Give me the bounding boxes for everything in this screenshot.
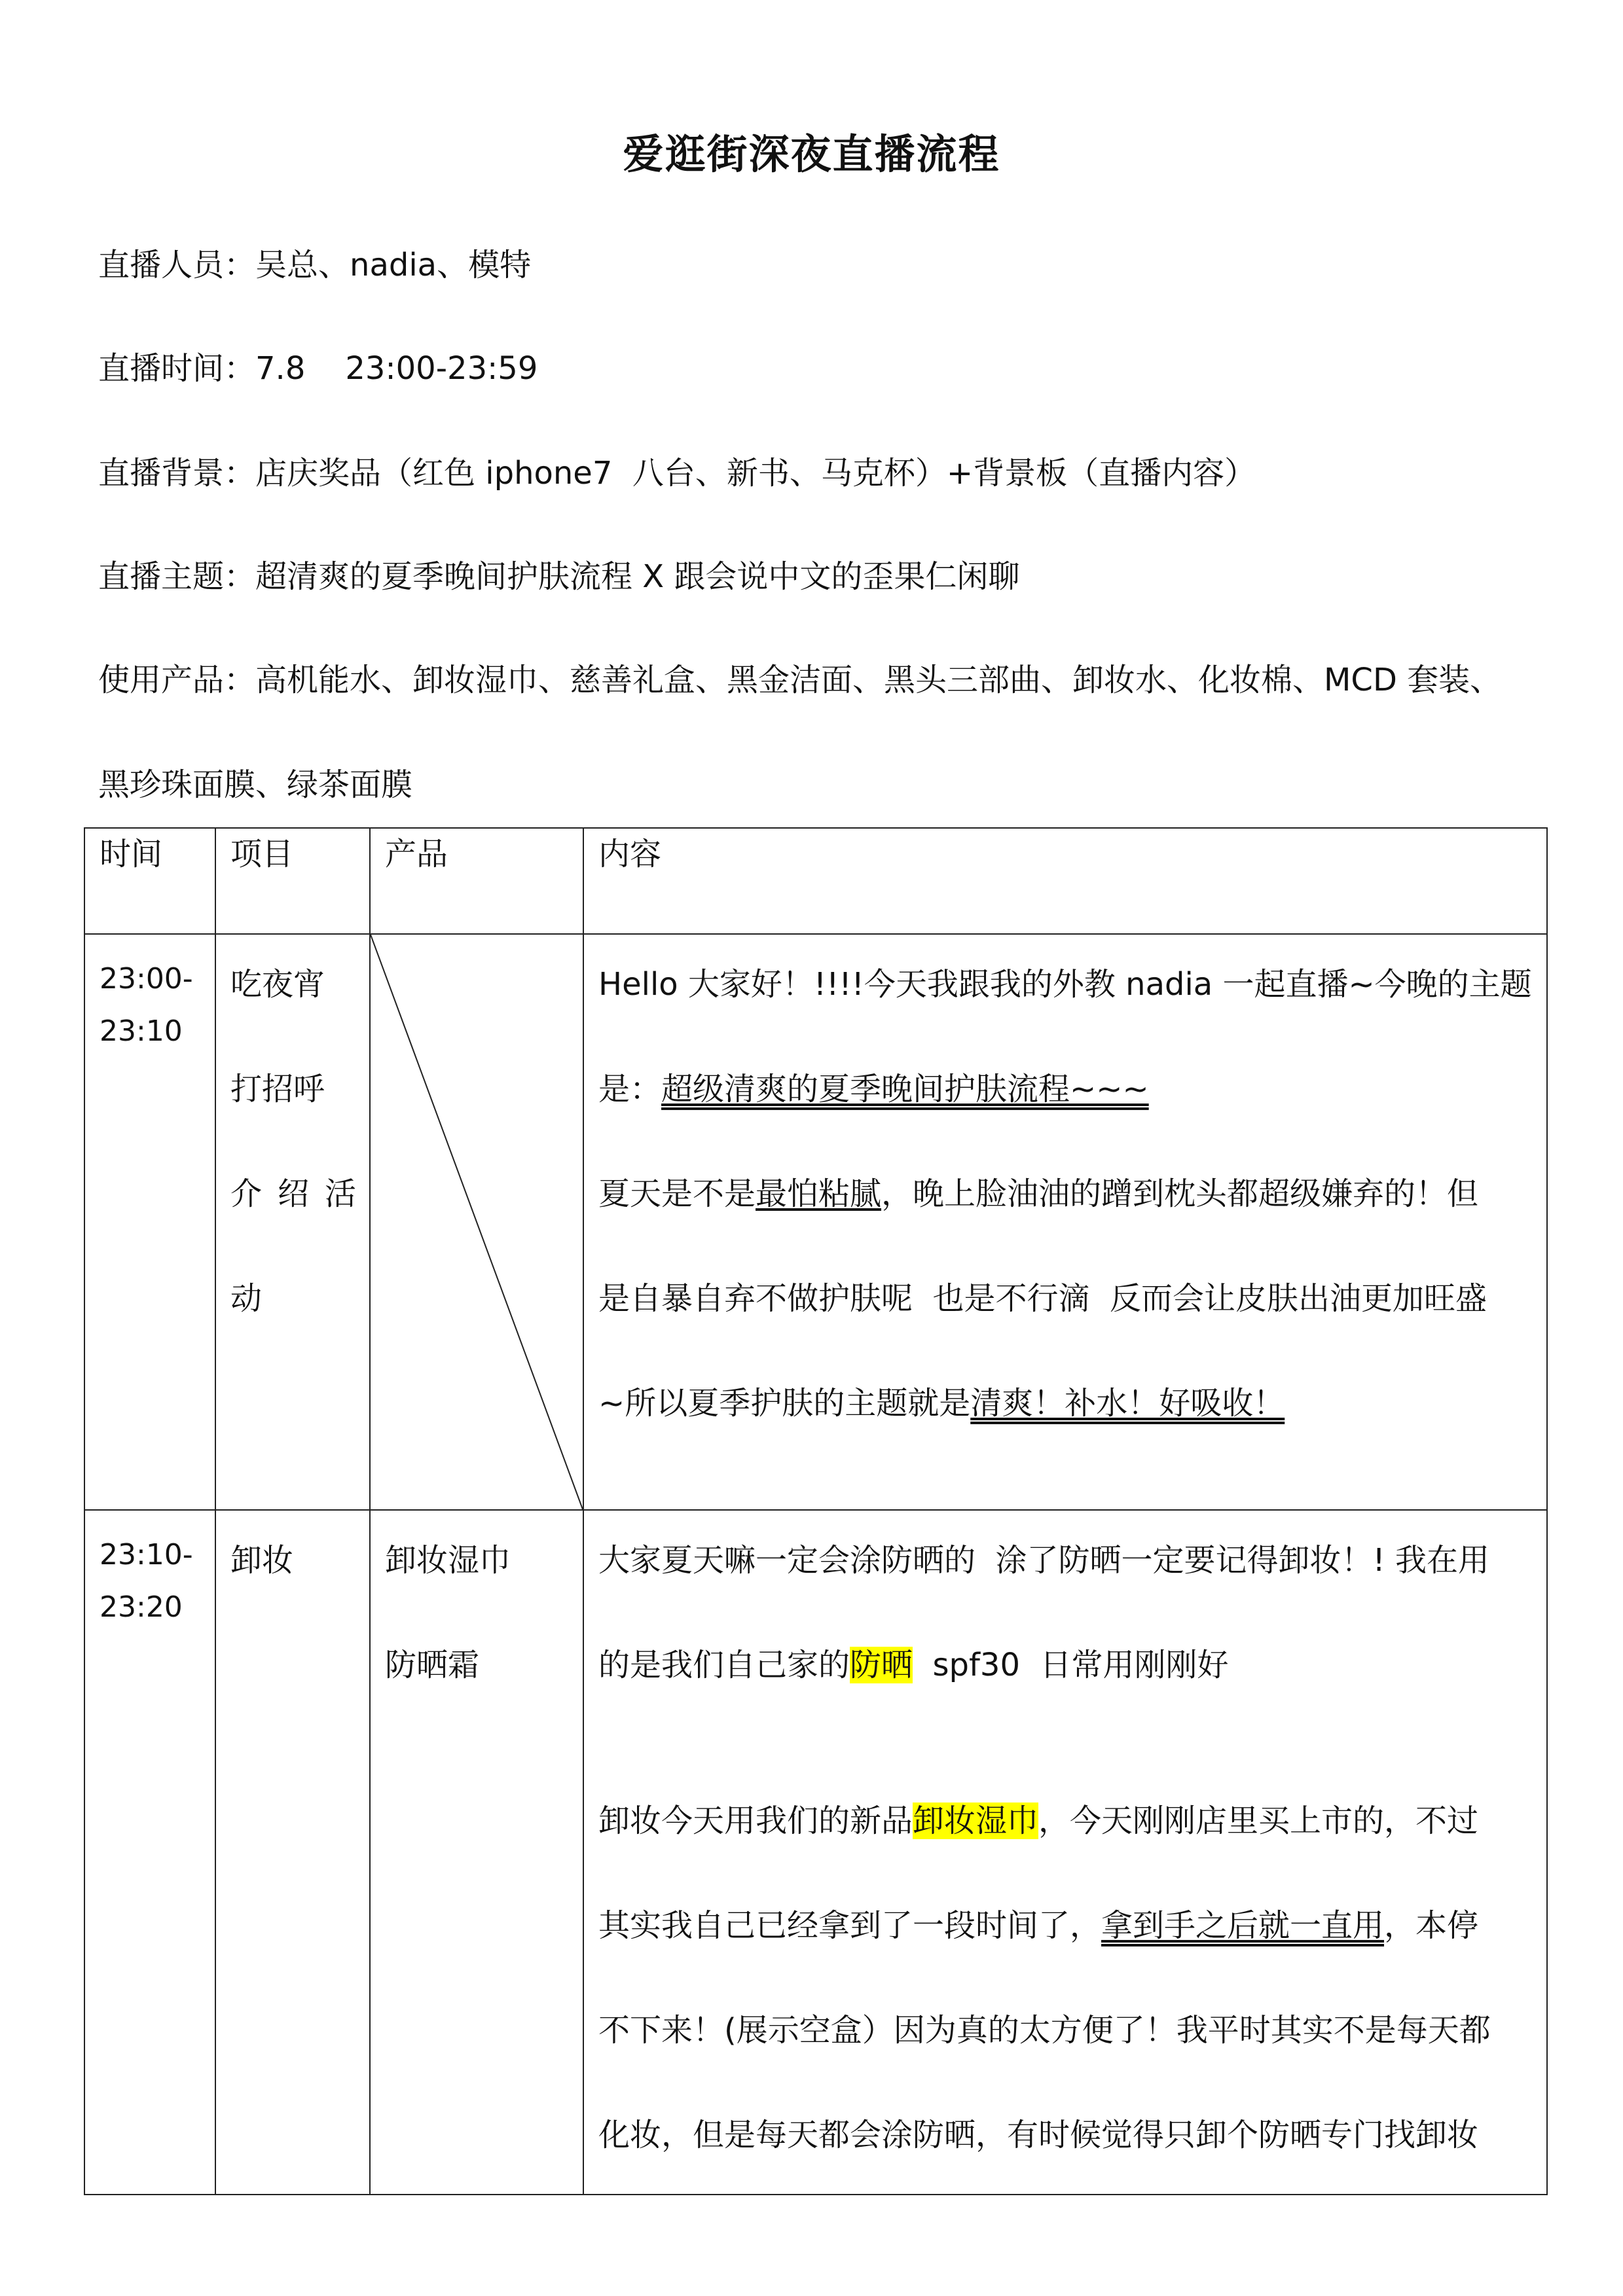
meta-people-value: 吴总、nadia、模特 bbox=[255, 247, 532, 283]
header-content: 内容 bbox=[583, 828, 1547, 934]
meta-people bbox=[98, 240, 531, 285]
page-title: 爱逛街深夜直播流程 bbox=[623, 130, 1000, 178]
row1-time: 23:00- 23:10 bbox=[84, 934, 215, 1510]
table-row bbox=[84, 1510, 1547, 2195]
header-product: 产品 bbox=[370, 828, 583, 934]
meta-background-label: 直播背景： bbox=[98, 455, 256, 492]
meta-theme-label: 直播主题： bbox=[98, 558, 256, 595]
row2-time: 23:10- 23:20 bbox=[84, 1510, 215, 2195]
row2-products: 卸妆湿巾 防晒霜 bbox=[370, 1510, 583, 2195]
table-header-row bbox=[84, 828, 1547, 934]
meta-time-label: 直播时间： bbox=[98, 350, 256, 387]
row2-content: 大家夏天嘛一定会涂防晒的 涂了防晒一定要记得卸妆！! 我在用 的是我们自己家的防晒 spf30 日常用刚刚好 卸妆今天用我们的新品卸妆湿巾，今天刚刚店里买上市的，不过 其实我自己已经拿到了一段时间了，拿到手之后就一直用，本停 不下来！(展示空盒）因为真的太方便了！我平时其实不是每天都 化妆，但是每天都会涂防晒，有时候觉得只卸个防晒专门找卸妆 bbox=[583, 1510, 1547, 2195]
meta-products-value-line1: 高机能水、卸妆湿巾、慈善礼盒、黑金洁面、黑头三部曲、卸妆水、化妆棉、MCD 套装、 bbox=[255, 662, 1502, 698]
meta-time bbox=[98, 343, 538, 388]
meta-theme-value: 超清爽的夏季晚间护肤流程 X 跟会说中文的歪果仁闲聊 bbox=[255, 558, 1020, 595]
meta-people-label: 直播人员： bbox=[98, 247, 256, 283]
meta-products-label: 使用产品： bbox=[98, 662, 256, 698]
row2-item: 卸妆 bbox=[215, 1510, 370, 2195]
meta-theme bbox=[98, 551, 1019, 596]
meta-products-line2: 黑珍珠面膜、绿茶面膜 bbox=[98, 766, 413, 803]
table-row bbox=[84, 934, 1547, 1510]
meta-background-value: 店庆奖品（红色 iphone7 八台、新书、马克杯）+背景板（直播内容） bbox=[255, 455, 1256, 492]
schedule-table bbox=[84, 827, 1548, 2195]
row1-product-empty bbox=[370, 934, 583, 1510]
header-item: 项目 bbox=[215, 828, 370, 934]
meta-background bbox=[98, 448, 1256, 493]
diagonal-slash bbox=[371, 935, 583, 1509]
row1-content: Hello 大家好！!!!!今天我跟我的外教 nadia 一起直播~今晚的主题 是：超级清爽的夏季晚间护肤流程~~~ 夏天是不是最怕粘腻，晚上脸油油的蹭到枕头都超级嫌弃的！但 是自暴自弃不做护肤呢 也是不行滴 反而会让皮肤出油更加旺盛 ~所以夏季护肤的主题就是清爽！补水！好吸收！ bbox=[583, 934, 1547, 1510]
header-time: 时间 bbox=[84, 828, 215, 934]
meta-products bbox=[98, 655, 1501, 700]
meta-time-value: 7.8 23:00-23:59 bbox=[255, 350, 538, 387]
row1-item: 吃夜宵 打招呼 介绍活 动 bbox=[215, 934, 370, 1510]
